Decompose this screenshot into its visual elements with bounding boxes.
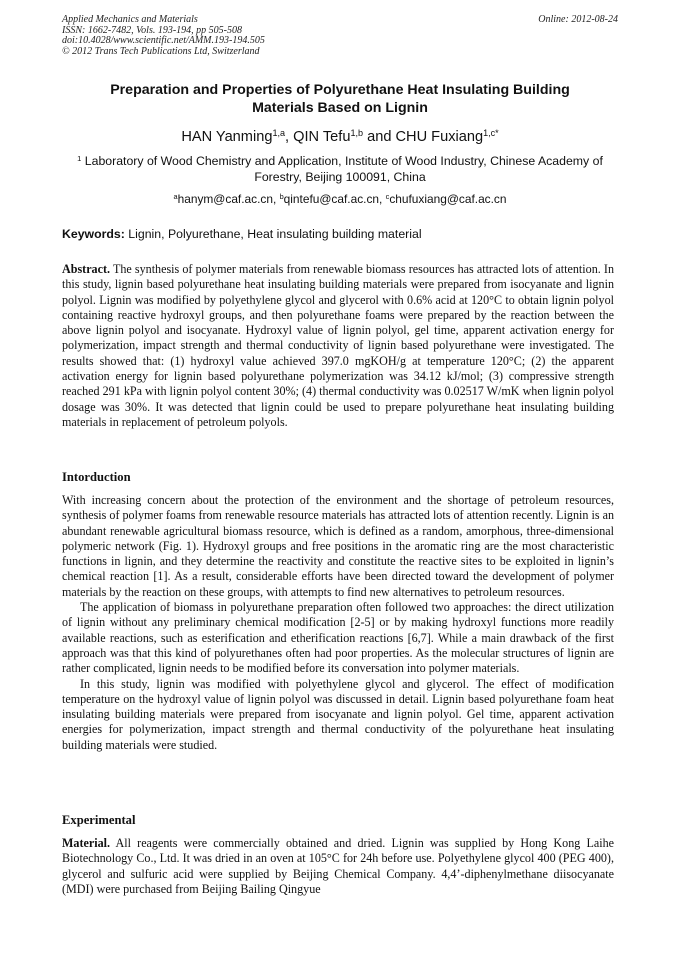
title-line-2: Materials Based on Lignin bbox=[252, 99, 428, 116]
paragraph: With increasing concern about the protection of the environment and the shortage of petroleum resources, synthesis of polymer foams from renewable resource materials has attracted lots of attention recently. Lignin is an abundant renewable agricultural biomass resource, which is defined as a random, amorphous, three-dimensional polymeric network (Fig. 1). Hydroxyl groups and free positions in the aromatic ring are the most characteristic functions in lignin, and they determine the reactivity and constitute the reactive sites to be exploited in lignin’s chemical reaction [1]. As a result, considerable efforts have been directed toward the development of polymer materials by the reaction on these groups, with attempts to find new alternatives to petroleum resources. bbox=[62, 493, 614, 599]
author-affil-mark: 1,b bbox=[350, 128, 364, 139]
keywords bbox=[62, 226, 618, 242]
journal-doi: doi:10.4028/www.scientific.net/AMM.193-194.505 bbox=[62, 35, 265, 47]
journal-name: Applied Mechanics and Materials bbox=[62, 14, 198, 25]
email-mark: a bbox=[173, 191, 178, 201]
email-link[interactable]: qintefu@caf.ac.cn, bbox=[283, 192, 386, 206]
abstract bbox=[62, 262, 614, 430]
online-date: Online: 2012-08-24 bbox=[538, 14, 618, 25]
abstract-text: The synthesis of polymer materials from renewable biomass resources has attracted lots of attention. In this study, lignin based polyurethane heat insulating building materials were prepared from isocyanate and lignin polyol. Lignin was modified by polyethylene glycol and glycerol with 0.6% acid at 120°C to obtain lignin polyol containing reactive hydroxyl groups, and then polyurethane foams were prepared by the reaction between the above lignin polyol and isocyanate. Hydroxyl value of lignin polyol, gel time, apparent activation energy for polymerization, impact strength and thermal conductivity of lignin based polyurethane were investigated. The results showed that: (1) hydroxyl value achieved 397.0 mgKOH/g at temperature 120°C; (2) the apparent activation energy for lignin based polyurethane polymerization was 34.12 kJ/mol; (3) compressive strength reached 291 kPa with lignin polyol content 30%; (4) thermal conductivity was 0.02517 W/mK when lignin polyol dosage was 30%. It was detected that lignin could be used to prepare polyurethane heat insulating building materials in replacement of petroleum polyols. bbox=[62, 262, 614, 429]
affiliation-mark: 1 bbox=[77, 153, 82, 163]
author-name: HAN Yanming bbox=[181, 129, 273, 145]
keywords-label: Keywords: bbox=[62, 227, 125, 241]
author-affil-mark: 1,a bbox=[272, 128, 286, 139]
abstract-label: Abstract. bbox=[62, 262, 111, 276]
author-separator: , bbox=[285, 129, 294, 145]
journal-issn: ISSN: 1662-7482, Vols. 193-194, pp 505-508 bbox=[62, 24, 242, 36]
author-separator: and bbox=[363, 129, 396, 145]
material-text: All reagents were commercially obtained and dried. Lignin was supplied by Hong Kong Laihe Biotechnology Co., Ltd. It was dried in an oven at 105°C for 24h before use. Polyethylene glycol 400 (PEG 400), glycerol and sulfuric acid were supplied by Beijing Chemical Company. 4,4’-diphenylmethane diisocyanate (MDI) were purchased from Beijing Bailing Qingyue bbox=[62, 836, 614, 896]
section-heading-experimental: Experimental bbox=[62, 813, 136, 827]
paragraph: The application of biomass in polyurethane preparation often followed two approaches: the direct utilization of lignin without any preliminary chemical modification [2-5] or by making hydroxyl functions more readily available reactions, such as esterification and etherification reactions [6,7]. While a main drawback of the first approach was that this kind of polyurethanes often had poor properties. As the molecular structures of lignin are rather complicated, lignin needs to be modified before its conversation into polymer materials. bbox=[62, 600, 614, 676]
email-mark: c bbox=[385, 191, 390, 201]
paragraph: In this study, lignin was modified with polyethylene glycol and glycerol. The effect of modification temperature on the hydroxyl value of lignin polyol was discussed in detail. Lignin based polyurethane foam heat insulating building materials were prepared from isocyanate and lignin polyol. Gel time, apparent activation energies for polymerization, impact strength and thermal conductivity of the polyurethane heat insulating building materials were studied. bbox=[62, 676, 614, 752]
author-name: CHU Fuxiang bbox=[395, 129, 484, 145]
section-heading-introduction: Intorduction bbox=[62, 470, 131, 484]
journal-copyright: © 2012 Trans Tech Publications Ltd, Switzerland bbox=[62, 45, 260, 57]
material-label: Material. bbox=[62, 836, 111, 850]
journal-header bbox=[62, 15, 618, 57]
email-link[interactable]: hanym@caf.ac.cn, bbox=[177, 192, 280, 206]
experimental-body bbox=[62, 836, 614, 897]
email-link[interactable]: chufuxiang@caf.ac.cn bbox=[389, 192, 507, 206]
author-name: QIN Tefu bbox=[293, 129, 351, 145]
affiliation-text: Laboratory of Wood Chemistry and Application, Institute of Wood Industry, Chinese Academy of Forestry, Beijing 100091, China bbox=[81, 154, 603, 184]
author-list bbox=[62, 127, 618, 147]
author-emails bbox=[62, 191, 618, 207]
paper-title bbox=[62, 82, 618, 117]
introduction-body bbox=[62, 493, 614, 753]
email-mark: b bbox=[279, 191, 284, 201]
affiliation bbox=[62, 154, 618, 185]
author-affil-mark: 1,c* bbox=[483, 128, 499, 139]
title-line-1: Preparation and Properties of Polyurethane Heat Insulating Building bbox=[110, 82, 570, 98]
keywords-text: Lignin, Polyurethane, Heat insulating building material bbox=[124, 227, 422, 241]
